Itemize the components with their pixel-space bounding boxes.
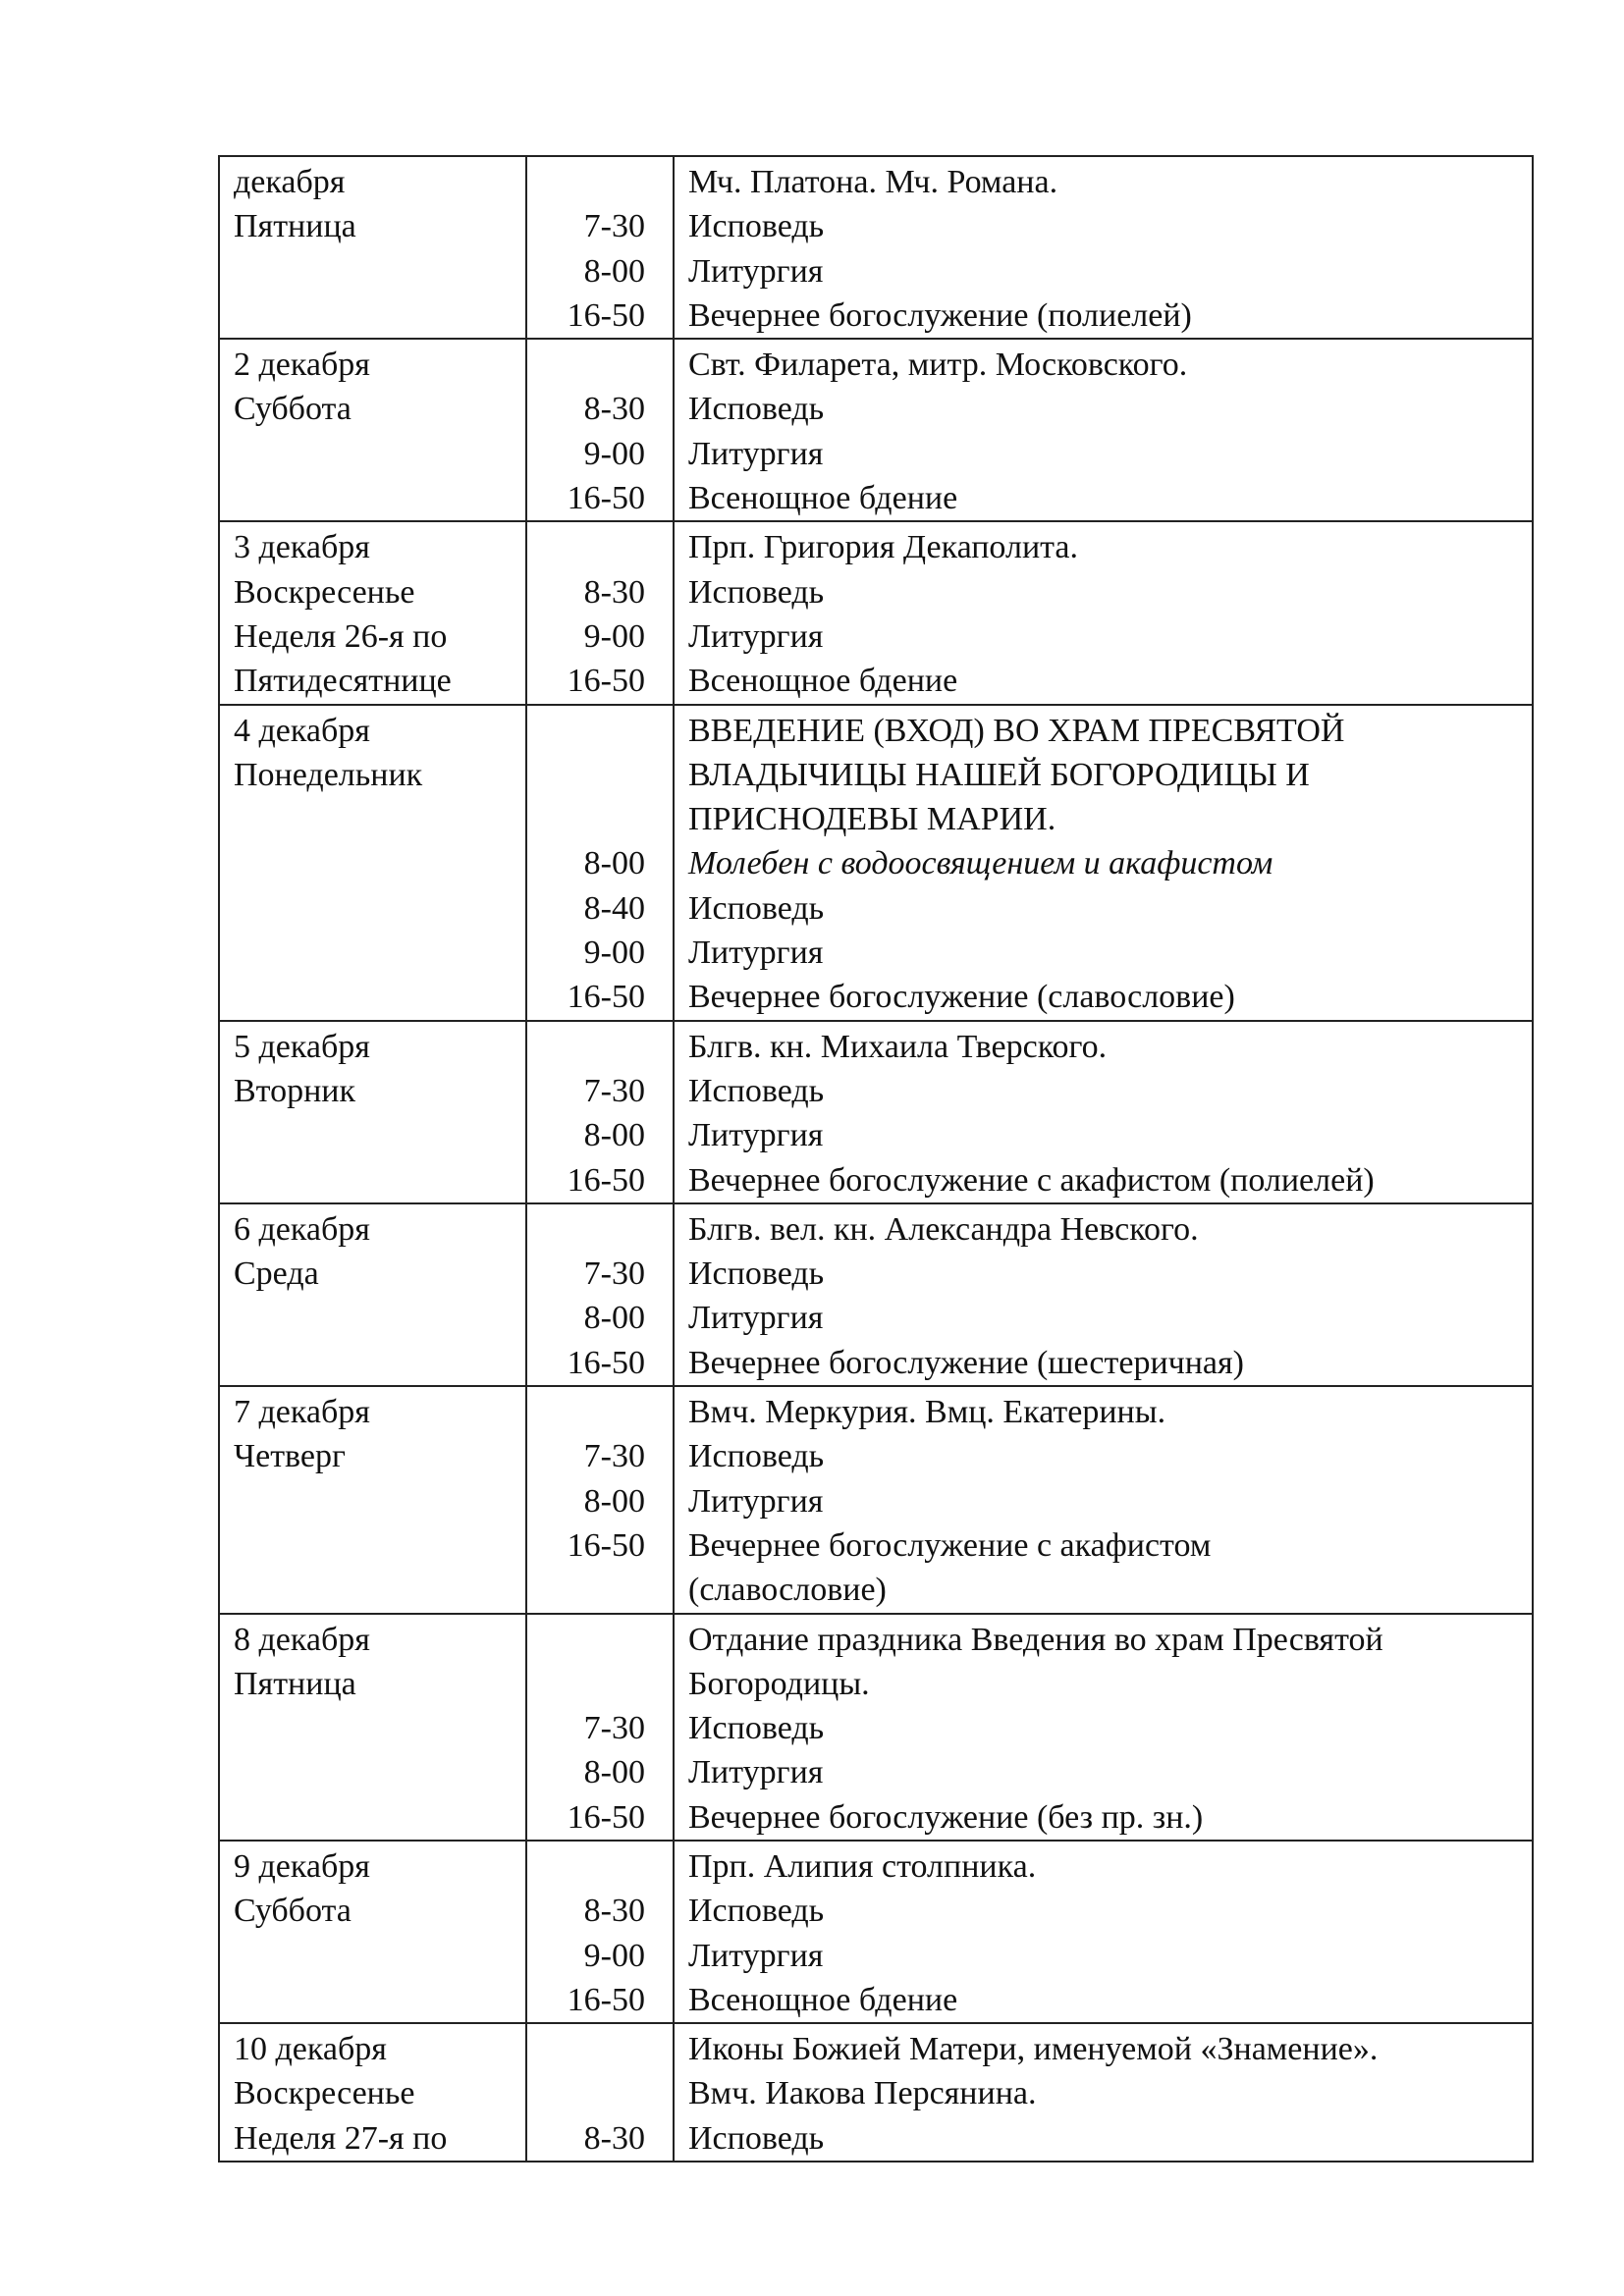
service-description-cell [674,1614,1533,1841]
date-cell [219,1203,526,1386]
date-line [234,294,515,338]
date-line: 6 декабря [234,1210,370,1248]
date-cell [219,1386,526,1613]
service-time [541,1618,663,1662]
service-time [541,1025,663,1069]
service-time: 7-30 [583,208,645,245]
date-line: Пятница [234,1665,356,1702]
date-cell [219,1614,526,1841]
date-cell [219,1021,526,1203]
schedule-day-row [219,705,1533,1021]
service-line: Исповедь [688,1710,825,1747]
service-time: 16-50 [567,1798,645,1836]
service-time: 16-50 [567,296,645,334]
service-time: 8-30 [583,2119,645,2157]
service-time: 9-00 [583,617,645,655]
date-line: Среда [234,1255,319,1293]
date-cell [219,339,526,521]
service-time: 9-00 [583,934,645,972]
service-time [541,160,663,204]
date-cell [219,2023,526,2162]
date-line [234,886,515,931]
service-line: Литургия [688,1754,824,1791]
time-cell [526,1021,674,1203]
date-line: Воскресенье [234,2075,415,2112]
service-time [541,2027,663,2071]
service-time: 8-00 [583,252,645,290]
service-line: Литургия [688,934,824,972]
service-line: Вечернее богослужение (шестеричная) [688,1344,1244,1381]
service-time: 7-30 [583,1438,645,1475]
service-description-cell [674,339,1533,521]
time-cell [526,521,674,704]
service-time: 16-50 [567,1981,645,2018]
service-line: Исповедь [688,1893,825,1930]
service-line: Литургия [688,252,824,290]
service-line: Иконы Божией Матери, именуемой «Знамение». [688,2031,1379,2068]
service-line: Литургия [688,435,824,472]
date-line: Вторник [234,1072,355,1109]
time-cell [526,2023,674,2162]
time-cell [526,339,674,521]
date-line [234,1795,515,1840]
date-line: 9 декабря [234,1847,370,1885]
date-line [234,931,515,975]
service-line: Богородицы. [688,1665,870,1702]
schedule-day-row [219,2023,1533,2162]
date-line: Воскресенье [234,573,415,611]
service-time [541,709,663,753]
date-line: 2 декабря [234,347,370,384]
date-line: 7 декабря [234,1394,370,1431]
service-line: Исповедь [688,889,825,927]
date-line [234,476,515,520]
service-time: 8-30 [583,573,645,611]
date-cell [219,156,526,339]
time-cell [526,1841,674,2023]
service-line: Прп. Алипия столпника. [688,1847,1037,1885]
service-line: (славословие) [688,1572,887,1609]
date-line: Неделя 26-я по [234,617,448,655]
service-time: 16-50 [567,480,645,517]
date-line [234,1158,515,1202]
service-time: 7-30 [583,1072,645,1109]
service-line: Свт. Филарета, митр. Московского. [688,347,1188,384]
service-line: Отдание праздника Введения во храм Пресвятой [688,1621,1383,1658]
service-line: Прп. Григория Декаполита. [688,529,1079,566]
date-line [234,1750,515,1794]
date-line: Четверг [234,1438,346,1475]
service-time: 9-00 [583,1937,645,1974]
date-line: Суббота [234,391,352,428]
schedule-day-row [219,1614,1533,1841]
service-time: 8-40 [583,889,645,927]
date-line [234,797,515,841]
service-line: Вечернее богослужение (славословие) [688,979,1235,1016]
date-line [234,1479,515,1523]
date-line: 10 декабря [234,2031,387,2068]
time-cell [526,705,674,1021]
date-line: 8 декабря [234,1621,370,1658]
service-time [541,1844,663,1889]
service-line: Исповедь [688,391,825,428]
service-description-cell [674,1386,1533,1613]
service-line: Всенощное бдение [688,663,958,700]
service-line: Исповедь [688,1438,825,1475]
service-line: Литургия [688,1300,824,1337]
time-cell [526,1386,674,1613]
date-line: декабря [234,164,346,200]
date-line [234,1296,515,1340]
service-time [541,1390,663,1434]
service-time [541,1662,663,1706]
service-line: Исповедь [688,2119,825,2157]
schedule-day-row [219,1203,1533,1386]
date-cell [219,521,526,704]
service-line: ВЛАДЫЧИЦЫ НАШЕЙ БОГОРОДИЦЫ И [688,756,1310,793]
date-line [234,1706,515,1750]
schedule-body [219,156,1533,2162]
service-line: Вечернее богослужение с акафистом [688,1526,1212,1564]
service-time: 16-50 [567,979,645,1016]
service-line: Всенощное бдение [688,1981,958,2018]
service-line: Исповедь [688,1072,825,1109]
service-time: 8-00 [583,1754,645,1791]
date-line [234,1978,515,2022]
date-line: 3 декабря [234,529,370,566]
schedule-day-row [219,156,1533,339]
date-line: Пятница [234,208,356,245]
service-line: Литургия [688,1937,824,1974]
schedule-day-row [219,521,1533,704]
service-time [541,525,663,569]
service-time: 8-30 [583,391,645,428]
service-line: Мч. Платона. Мч. Романа. [688,164,1058,200]
date-line [234,1523,515,1568]
service-line: Блгв. вел. кн. Александра Невского. [688,1210,1199,1248]
time-cell [526,156,674,339]
service-time: 9-00 [583,435,645,472]
service-time [541,797,663,841]
service-time [541,753,663,797]
service-line: Вмч. Меркурия. Вмц. Екатерины. [688,1394,1166,1431]
service-line: Всенощное бдение [688,480,958,517]
date-line [234,1934,515,1978]
service-time [541,2071,663,2115]
service-time: 16-50 [567,1526,645,1564]
time-cell [526,1614,674,1841]
service-line: Вечернее богослужение с акафистом (полиелей) [688,1161,1375,1199]
service-description-cell [674,1841,1533,2023]
service-time: 16-50 [567,1344,645,1381]
service-line: Вмч. Иакова Персянина. [688,2075,1037,2112]
service-time [541,1568,663,1612]
schedule-day-row [219,1021,1533,1203]
service-line: Молебен с водоосвящением и акафистом [688,845,1273,882]
date-line [234,1113,515,1157]
service-description-cell [674,521,1533,704]
date-line: Суббота [234,1893,352,1930]
service-time: 8-00 [583,845,645,882]
service-description-cell [674,705,1533,1021]
service-schedule-table [218,155,1534,2163]
date-cell [219,1841,526,2023]
date-line [234,432,515,476]
service-time: 8-00 [583,1300,645,1337]
service-time: 16-50 [567,663,645,700]
date-line: 4 декабря [234,712,370,749]
service-line: Литургия [688,1117,824,1154]
service-line: Блгв. кн. Михаила Тверского. [688,1028,1108,1065]
service-line: ВВЕДЕНИЕ (ВХОД) ВО ХРАМ ПРЕСВЯТОЙ [688,712,1345,749]
service-line: Исповедь [688,208,825,245]
service-time: 8-00 [583,1117,645,1154]
service-time: 8-30 [583,1893,645,1930]
service-description-cell [674,1021,1533,1203]
service-description-cell [674,156,1533,339]
service-line: Вечернее богослужение (полиелей) [688,296,1192,334]
service-line: Исповедь [688,1255,825,1293]
date-line: Понедельник [234,756,423,793]
service-line: Литургия [688,1482,824,1520]
time-cell [526,1203,674,1386]
date-line [234,1341,515,1385]
service-time: 7-30 [583,1255,645,1293]
service-line: ПРИСНОДЕВЫ МАРИИ. [688,801,1056,838]
date-line: 5 декабря [234,1028,370,1065]
schedule-day-row [219,1386,1533,1613]
date-line: Пятидесятнице [234,663,452,700]
service-description-cell [674,2023,1533,2162]
service-line: Литургия [688,617,824,655]
schedule-day-row [219,339,1533,521]
date-cell [219,705,526,1021]
schedule-day-row [219,1841,1533,2023]
date-line [234,841,515,885]
service-time: 8-00 [583,1482,645,1520]
service-line: Исповедь [688,573,825,611]
service-time: 7-30 [583,1710,645,1747]
service-time [541,343,663,387]
date-line [234,249,515,294]
service-description-cell [674,1203,1533,1386]
service-time: 16-50 [567,1161,645,1199]
date-line: Неделя 27-я по [234,2119,448,2157]
date-line [234,1568,515,1612]
date-line [234,975,515,1019]
service-time [541,1207,663,1252]
service-line: Вечернее богослужение (без пр. зн.) [688,1798,1204,1836]
